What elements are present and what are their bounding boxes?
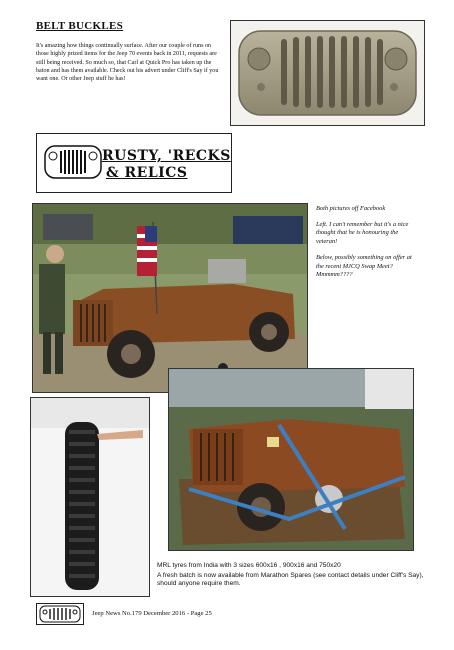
section-title-line2: & RELICS (106, 165, 188, 181)
rusty-jeep-flag-photo (32, 203, 308, 393)
mrl-tyre-photo (30, 397, 150, 597)
belt-buckles-paragraph: It's amazing how things continually surface. After our couple of runs on those highly prized items for the Jeep 70 events back in 2011, requests are still being received. So much so, that Carl at Quick Pro has taken up the baton and has them available. Check out his advert under Cliff's Say if you want one. Or other Jeep stuff he has! (36, 43, 219, 83)
belt-buckles-heading: BELT BUCKLES (36, 20, 124, 32)
rusty-jeep-trailer-photo (168, 368, 414, 551)
section-title (102, 148, 231, 182)
jeep-grille-icon (43, 142, 103, 182)
caption-below: Below, possibly something on offer at the recent MJCQ Swap Meet? Mmmmm???? (316, 253, 412, 279)
jeep-grille-icon (37, 604, 83, 624)
tyres-line2: A fresh batch is now available from Marathon Spares (see contact details under Cliff's Say), should anyone require them. (157, 571, 424, 588)
page-footer: Jeep News No.179 December 2016 - Page 25 (92, 610, 212, 617)
caption-left: Left. I can't remember but it's a nice thought that he is honouring the veteran! (316, 220, 409, 246)
tyres-caption (157, 562, 427, 590)
tyres-line1: MRL tyres from India with 3 sizes 600x16 , 900x16 and 750x20 (157, 562, 341, 569)
belt-buckle-photo (230, 20, 425, 126)
footer-logo-box (36, 603, 84, 625)
caption-source: Both pictures off Facebook (316, 205, 386, 212)
section-title-line1: RUSTY, 'RECKS (102, 148, 231, 164)
photo-captions (316, 205, 416, 287)
